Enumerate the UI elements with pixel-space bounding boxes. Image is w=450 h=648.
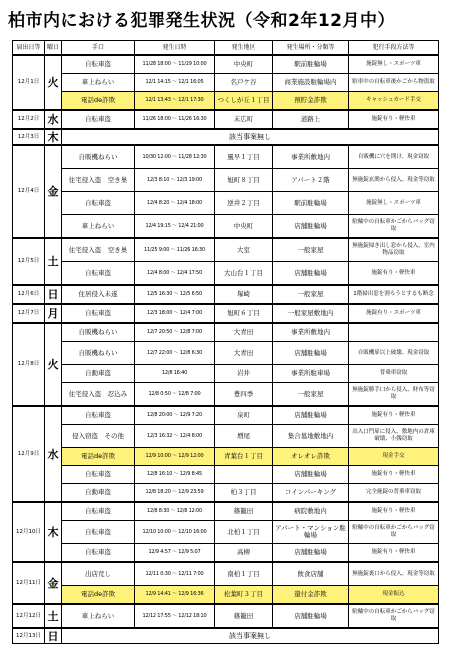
report-date-cell: 12月3日 bbox=[13, 129, 45, 145]
means-cell: 無施錠掃き出し窓から侵入、室内物品窃取 bbox=[349, 238, 439, 262]
datetime-cell: 12/1 13:43 ～ 12/1 17:30 bbox=[135, 92, 215, 111]
place-cell: 店舗駐輪場 bbox=[273, 544, 349, 563]
datetime-cell: 12/9 10:00 ～ 12/9 12:00 bbox=[135, 448, 215, 466]
area-cell: 松葉町３丁目 bbox=[215, 586, 273, 605]
means-cell: 自販機扉以上破壊、現金窃取 bbox=[349, 342, 439, 365]
means-cell: 施錠有り・軽快車 bbox=[349, 262, 439, 286]
place-cell: アパート・マンション駐輪場 bbox=[273, 521, 349, 544]
place-cell: 店舗駐輪場 bbox=[273, 406, 349, 425]
datetime-cell: 12/7 22:00 ～ 12/8 6:30 bbox=[135, 342, 215, 365]
header-area: 発生地区 bbox=[215, 41, 273, 56]
no-incident-cell: 該当事案無し bbox=[62, 628, 439, 644]
weekday-cell: 火 bbox=[45, 55, 62, 110]
table-row bbox=[13, 562, 439, 586]
means-cell: 1階掃出窓を割ろうとするも断念 bbox=[349, 285, 439, 304]
table-row bbox=[13, 55, 439, 74]
area-cell: 風早１丁目 bbox=[215, 145, 273, 169]
means-cell: 施錠有り・軽快車 bbox=[349, 110, 439, 129]
place-cell: 一般家屋 bbox=[273, 238, 349, 262]
table-header-row bbox=[13, 41, 439, 56]
place-cell: 事業所敷地内 bbox=[273, 145, 349, 169]
area-cell: 高柳 bbox=[215, 544, 273, 563]
area-cell bbox=[215, 466, 273, 484]
no-incident-cell: 該当事案無し bbox=[62, 129, 439, 145]
weekday-cell: 水 bbox=[45, 406, 62, 502]
place-cell: 道路上 bbox=[273, 110, 349, 129]
means-cell: 無施錠裏口から侵入、現金等窃取 bbox=[349, 562, 439, 586]
method-cell: 住居侵入未遂 bbox=[62, 285, 135, 304]
place-cell: 集合墓地敷地内 bbox=[273, 425, 349, 448]
area-cell: 南柏１丁目 bbox=[215, 562, 273, 586]
table-row bbox=[13, 323, 439, 342]
datetime-cell: 12/9 4:57 ～ 12/9 5:07 bbox=[135, 544, 215, 563]
table-row bbox=[13, 129, 439, 145]
table-row bbox=[13, 342, 439, 365]
method-cell: 自転車盗 bbox=[62, 110, 135, 129]
place-cell: 駅前駐輪場 bbox=[273, 192, 349, 215]
report-date-cell: 12月13日 bbox=[13, 628, 45, 644]
datetime-cell: 12/8 8:30 ～ 12/8 12:00 bbox=[135, 502, 215, 521]
table-row bbox=[13, 628, 439, 644]
weekday-cell: 土 bbox=[45, 604, 62, 628]
place-cell: 店舗駐輪場 bbox=[273, 342, 349, 365]
datetime-cell: 11/25 9:00 ～ 11/26 16:30 bbox=[135, 238, 215, 262]
datetime-cell: 12/8 20:00 ～ 12/9 7:20 bbox=[135, 406, 215, 425]
place-cell: 事業所駐車場 bbox=[273, 365, 349, 383]
means-cell bbox=[349, 323, 439, 342]
area-cell: 大青田 bbox=[215, 323, 273, 342]
table-row bbox=[13, 145, 439, 169]
weekday-cell: 土 bbox=[45, 238, 62, 285]
report-date-cell: 12月10日 bbox=[13, 502, 45, 562]
report-date-cell: 12月4日 bbox=[13, 145, 45, 238]
table-row bbox=[13, 604, 439, 628]
method-cell: 電話de詐欺 bbox=[62, 92, 135, 111]
area-cell: 大山台１丁目 bbox=[215, 262, 273, 286]
place-cell: 還付金詐欺 bbox=[273, 586, 349, 605]
place-cell: 店舗駐輪場 bbox=[273, 466, 349, 484]
method-cell: 自転車盗 bbox=[62, 466, 135, 484]
datetime-cell: 12/4 8:20 ～ 12/4 18:00 bbox=[135, 192, 215, 215]
means-cell: 施錠有り・軽快車 bbox=[349, 502, 439, 521]
area-cell: 篠籠田 bbox=[215, 604, 273, 628]
means-cell: 出入口門扉に侵入、敷地内の倉庫破壊、小銭窃取 bbox=[349, 425, 439, 448]
area-cell: 中央町 bbox=[215, 215, 273, 239]
method-cell: 電話de詐欺 bbox=[62, 586, 135, 605]
place-cell: アパート２階 bbox=[273, 169, 349, 192]
method-cell: 自転車盗 bbox=[62, 55, 135, 74]
datetime-cell: 12/4 8:00 ～ 12/4 17:50 bbox=[135, 262, 215, 286]
report-date-cell: 12月5日 bbox=[13, 238, 45, 285]
means-cell: 無施錠勝手口から侵入、財布等窃取 bbox=[349, 383, 439, 407]
means-cell: 完全施錠の普乗車窃取 bbox=[349, 484, 439, 503]
datetime-cell: 12/8 0:50 ～ 12/8 7:00 bbox=[135, 383, 215, 407]
method-cell: 自転車盗 bbox=[62, 406, 135, 425]
table-row bbox=[13, 192, 439, 215]
table-row bbox=[13, 425, 439, 448]
header-report-date: 届出日等 bbox=[13, 41, 45, 56]
place-cell: 事業所敷地内 bbox=[273, 323, 349, 342]
table-row bbox=[13, 262, 439, 286]
means-cell: 施錠無し・スポーツ車 bbox=[349, 55, 439, 74]
crime-table bbox=[12, 40, 439, 644]
table-row bbox=[13, 92, 439, 111]
method-cell: 自転車盗 bbox=[62, 544, 135, 563]
datetime-cell: 12/8 18:20 ～ 12/9 23:59 bbox=[135, 484, 215, 503]
place-cell: 一般家屋 bbox=[273, 285, 349, 304]
method-cell: 自転車盗 bbox=[62, 192, 135, 215]
datetime-cell: 12/3 18:00 ～ 12/4 7:00 bbox=[135, 304, 215, 323]
place-cell: 一般家屋 bbox=[273, 383, 349, 407]
means-cell: 普乗車窃取 bbox=[349, 365, 439, 383]
table-row bbox=[13, 383, 439, 407]
method-cell: 住宅侵入盗 空き巣 bbox=[62, 169, 135, 192]
weekday-cell: 木 bbox=[45, 129, 62, 145]
table-row bbox=[13, 466, 439, 484]
area-cell: 逆井２丁目 bbox=[215, 192, 273, 215]
place-cell: 飲食店舗 bbox=[273, 562, 349, 586]
place-cell: 商業施設駐輪場内 bbox=[273, 74, 349, 92]
datetime-cell: 12/11 0:30 ～ 12/11 7:00 bbox=[135, 562, 215, 586]
table-row bbox=[13, 215, 439, 239]
area-cell: 篠籠田 bbox=[215, 502, 273, 521]
datetime-cell: 12/12 17:55 ～ 12/12 18:10 bbox=[135, 604, 215, 628]
area-cell: 末広町 bbox=[215, 110, 273, 129]
place-cell: オレオレ詐欺 bbox=[273, 448, 349, 466]
header-weekday: 曜日 bbox=[45, 41, 62, 56]
area-cell: 泉町 bbox=[215, 406, 273, 425]
report-date-cell: 12月1日 bbox=[13, 55, 45, 110]
means-cell: 施錠有り・軽快車 bbox=[349, 544, 439, 563]
area-cell: 旭町６丁目 bbox=[215, 304, 273, 323]
method-cell: 車上ねらい bbox=[62, 74, 135, 92]
area-cell: 大青田 bbox=[215, 342, 273, 365]
table-row bbox=[13, 502, 439, 521]
method-cell: 自販機ねらい bbox=[62, 323, 135, 342]
table-row bbox=[13, 238, 439, 262]
place-cell: 一般家屋敷地内 bbox=[273, 304, 349, 323]
weekday-cell: 金 bbox=[45, 145, 62, 238]
place-cell: 病院敷地内 bbox=[273, 502, 349, 521]
table-row bbox=[13, 406, 439, 425]
datetime-cell: 12/5 16:30 ～ 12/5 6:50 bbox=[135, 285, 215, 304]
means-cell: 施錠有り・軽快車 bbox=[349, 466, 439, 484]
datetime-cell: 10/30 12:00 ～ 11/28 12:30 bbox=[135, 145, 215, 169]
area-cell: 塚崎 bbox=[215, 285, 273, 304]
table-body bbox=[13, 55, 439, 644]
page-title: 柏市内における犯罪発生状況（令和2年12月中） bbox=[8, 11, 395, 31]
area-cell: 大室 bbox=[215, 238, 273, 262]
weekday-cell: 水 bbox=[45, 110, 62, 129]
method-cell: 自転車盗 bbox=[62, 262, 135, 286]
weekday-cell: 金 bbox=[45, 562, 62, 604]
table-row bbox=[13, 544, 439, 563]
table-row bbox=[13, 169, 439, 192]
place-cell: 駅前駐輪場 bbox=[273, 55, 349, 74]
header-datetime: 発生日時 bbox=[135, 41, 215, 56]
table-row bbox=[13, 484, 439, 503]
weekday-cell: 月 bbox=[45, 304, 62, 323]
table-row bbox=[13, 285, 439, 304]
header-place: 発生場所・分類等 bbox=[273, 41, 349, 56]
weekday-cell: 火 bbox=[45, 323, 62, 406]
place-cell: 店舗駐輪場 bbox=[273, 215, 349, 239]
means-cell: 駐輪中の自転車かごからバッグ窃取 bbox=[349, 215, 439, 239]
method-cell: 自販機ねらい bbox=[62, 342, 135, 365]
area-cell: 中央町 bbox=[215, 55, 273, 74]
datetime-cell: 12/9 14:41 ～ 12/9 16:36 bbox=[135, 586, 215, 605]
means-cell: 駐輪中の自転車かごからバッグ窃取 bbox=[349, 604, 439, 628]
means-cell: 無施錠玄関から侵入、現金等窃取 bbox=[349, 169, 439, 192]
report-date-cell: 12月9日 bbox=[13, 406, 45, 502]
method-cell: 自転車盗 bbox=[62, 502, 135, 521]
weekday-cell: 日 bbox=[45, 628, 62, 644]
table-row bbox=[13, 448, 439, 466]
datetime-cell: 12/10 10:00 ～ 12/10 16:00 bbox=[135, 521, 215, 544]
area-cell: 増尾 bbox=[215, 425, 273, 448]
means-cell: 駐輪中の自転車かごからバッグ窃取 bbox=[349, 521, 439, 544]
method-cell: 侵入窃盗 その他 bbox=[62, 425, 135, 448]
table-row bbox=[13, 110, 439, 129]
method-cell: 住宅侵入盗 忍込み bbox=[62, 383, 135, 407]
area-cell: 旭町８丁目 bbox=[215, 169, 273, 192]
area-cell: 柏３丁目 bbox=[215, 484, 273, 503]
method-cell: 自動車盗 bbox=[62, 365, 135, 383]
report-date-cell: 12月7日 bbox=[13, 304, 45, 323]
method-cell: 電話de詐欺 bbox=[62, 448, 135, 466]
method-cell: 車上ねらい bbox=[62, 604, 135, 628]
place-cell: 店舗駐輪場 bbox=[273, 604, 349, 628]
report-date-cell: 12月8日 bbox=[13, 323, 45, 406]
table-row bbox=[13, 74, 439, 92]
means-cell: 施錠無し・スポーツ車 bbox=[349, 192, 439, 215]
area-cell: つくしが丘１丁目 bbox=[215, 92, 273, 111]
area-cell: 名戸ケ谷 bbox=[215, 74, 273, 92]
datetime-cell: 12/3 8:10 ～ 12/3 19:00 bbox=[135, 169, 215, 192]
method-cell: 住宅侵入盗 空き巣 bbox=[62, 238, 135, 262]
header-method: 手口 bbox=[62, 41, 135, 56]
place-cell: 預貯金詐欺 bbox=[273, 92, 349, 111]
means-cell: 自販機に穴を開け、現金窃取 bbox=[349, 145, 439, 169]
means-cell: 施錠有り・軽快車 bbox=[349, 406, 439, 425]
means-cell: 施錠有り・スポーツ車 bbox=[349, 304, 439, 323]
area-cell: 豊四季 bbox=[215, 383, 273, 407]
means-cell: 駐車中の自転車後かごから物盗取 bbox=[349, 74, 439, 92]
datetime-cell: 11/26 18:00 ～ 11/26 16:30 bbox=[135, 110, 215, 129]
area-cell: 岩井 bbox=[215, 365, 273, 383]
method-cell: 出店荒し bbox=[62, 562, 135, 586]
method-cell: 自転車盗 bbox=[62, 521, 135, 544]
table-row bbox=[13, 365, 439, 383]
area-cell: 青葉台１丁目 bbox=[215, 448, 273, 466]
datetime-cell: 12/4 19:15 ～ 12/4 21:00 bbox=[135, 215, 215, 239]
method-cell: 自動車盗 bbox=[62, 484, 135, 503]
datetime-cell: 11/28 18:00 ～ 11/29 10:00 bbox=[135, 55, 215, 74]
method-cell: 自転車盗 bbox=[62, 304, 135, 323]
table-row bbox=[13, 521, 439, 544]
report-date-cell: 12月2日 bbox=[13, 110, 45, 129]
means-cell: 現金振込 bbox=[349, 586, 439, 605]
method-cell: 自販機ねらい bbox=[62, 145, 135, 169]
report-date-cell: 12月12日 bbox=[13, 604, 45, 628]
header-means: 犯行手段方法等 bbox=[349, 41, 439, 56]
table-row bbox=[13, 586, 439, 605]
report-date-cell: 12月11日 bbox=[13, 562, 45, 604]
report-date-cell: 12月6日 bbox=[13, 285, 45, 304]
weekday-cell: 木 bbox=[45, 502, 62, 562]
datetime-cell: 12/8 16:10 ～ 12/9 8:45 bbox=[135, 466, 215, 484]
area-cell: 北柏１丁目 bbox=[215, 521, 273, 544]
datetime-cell: 12/1 14:15 ～ 12/1 16:05 bbox=[135, 74, 215, 92]
weekday-cell: 日 bbox=[45, 285, 62, 304]
means-cell: キャッシュカード手交 bbox=[349, 92, 439, 111]
datetime-cell: 12/3 16:32 ～ 12/4 8:00 bbox=[135, 425, 215, 448]
datetime-cell: 12/7 20:50 ～ 12/8 7:00 bbox=[135, 323, 215, 342]
means-cell: 現金手交 bbox=[349, 448, 439, 466]
place-cell: 店舗駐輪場 bbox=[273, 262, 349, 286]
place-cell: コインパーキング bbox=[273, 484, 349, 503]
table-row bbox=[13, 304, 439, 323]
method-cell: 車上ねらい bbox=[62, 215, 135, 239]
datetime-cell: 12/8 16:40 bbox=[135, 365, 215, 383]
